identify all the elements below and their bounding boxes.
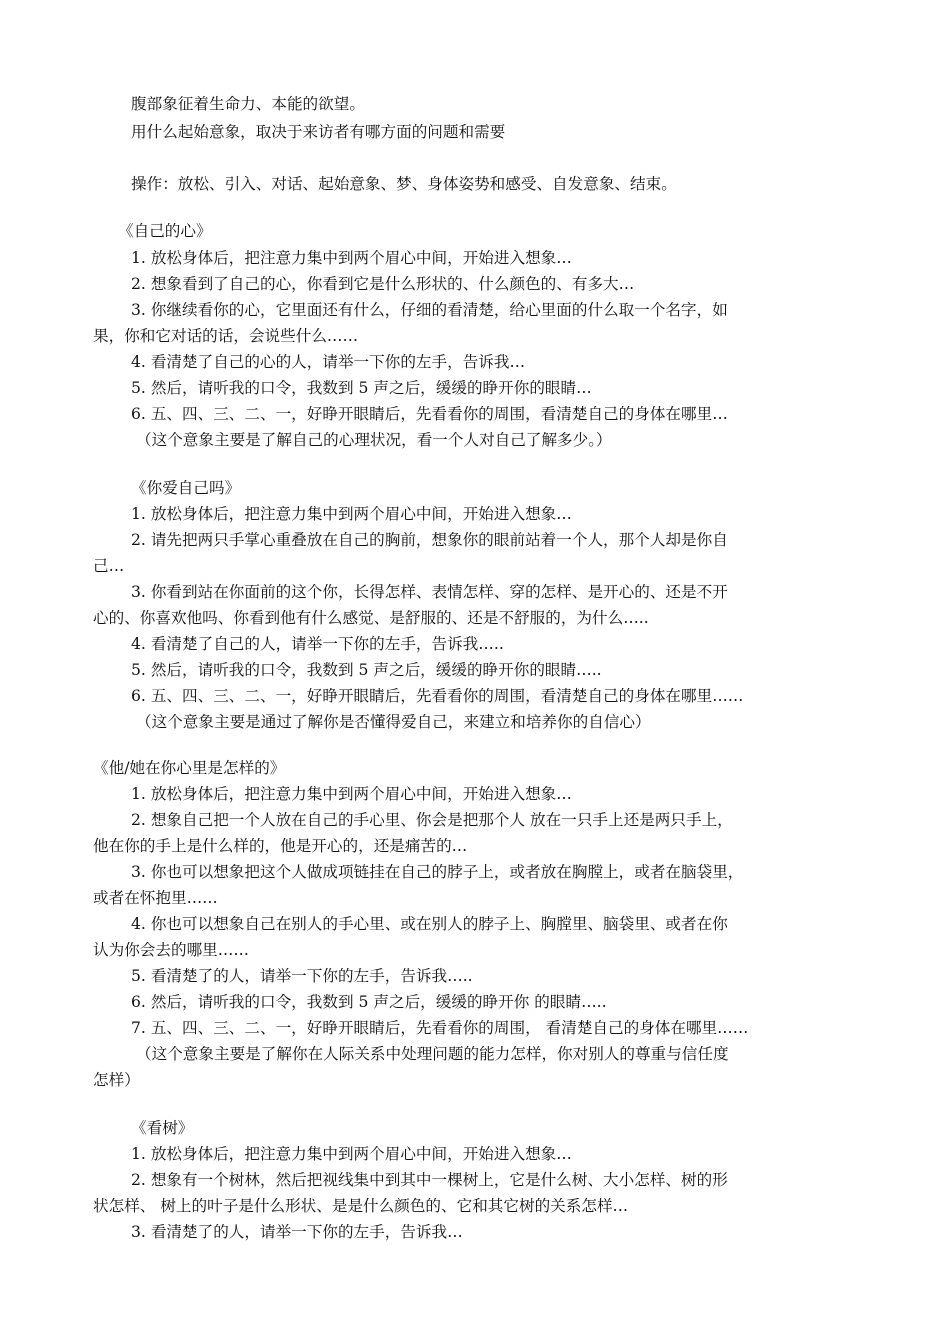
- step-text-continued: 己…: [93, 557, 125, 575]
- step-text-continued: 他在你的手上是什么样的，他是开心的，还是痛苦的…: [93, 837, 468, 855]
- step-text: 4. 看清楚了自己的人，请举一下你的左手，告诉我…..: [131, 635, 504, 653]
- section-title-own-heart: 《自己的心》: [118, 222, 212, 240]
- step-text-continued: 或者在怀抱里……: [93, 889, 218, 907]
- section-note: （这个意象主要是了解你在人际关系中处理问题的能力怎样，你对别人的尊重与信任度: [136, 1045, 729, 1063]
- step-text: 6. 五、四、三、二、一，好睁开眼睛后，先看看你的周围，看清楚自己的身体在哪里…: [131, 405, 728, 423]
- step-text: 3. 你继续看你的心，它里面还有什么，仔细的看清楚，给心里面的什么取一个名字，如: [131, 301, 728, 319]
- step-text: 5. 看清楚了的人，请举一下你的左手，告诉我…..: [131, 967, 473, 985]
- step-text-continued: 果，你和它对话的话，会说些什么……: [93, 327, 359, 345]
- intro-line-2: 用什么起始意象，取决于来访者有哪方面的问题和需要: [131, 123, 506, 141]
- section-note-continued: 怎样）: [93, 1071, 140, 1089]
- step-text: 6. 然后，请听我的口令，我数到 5 声之后，缓缓的睁开你 的眼睛…..: [131, 993, 607, 1011]
- step-text: 2. 想象自己把一个人放在自己的手心里、你会是把那个人 放在一只手上还是两只手上，: [131, 811, 733, 829]
- step-text: 1. 放松身体后，把注意力集中到两个眉心中间，开始进入想象…: [131, 785, 572, 803]
- intro-line-1: 腹部象征着生命力、本能的欲望。: [131, 95, 365, 113]
- step-text-continued: 状怎样、 树上的叶子是什么形状、是是什么颜色的、它和其它树的关系怎样…: [93, 1197, 629, 1215]
- step-text-continued: 心的、你喜欢他吗、你看到他有什么感觉、是舒服的、还是不舒服的，为什么…..: [93, 609, 649, 627]
- step-text: 4. 你也可以想象自己在别人的手心里、或在别人的脖子上、胸膛里、脑袋里、或者在你: [131, 915, 728, 933]
- step-text: 3. 你也可以想象把这个人做成项链挂在自己的脖子上，或者放在胸膛上，或者在脑袋里，: [131, 863, 744, 881]
- section-title-in-your-heart: 《他/她在你心里是怎样的》: [93, 759, 286, 777]
- step-text: 3. 看清楚了的人，请举一下你的左手，告诉我…: [131, 1223, 463, 1241]
- step-text: 4. 看清楚了自己的心的人，请举一下你的左手，告诉我…: [131, 353, 526, 371]
- section-note: （这个意象主要是通过了解你是否懂得爱自己，来建立和培养你的自信心）: [136, 713, 651, 731]
- step-text: 1. 放松身体后，把注意力集中到两个眉心中间，开始进入想象…: [131, 249, 572, 267]
- step-text-continued: 认为你会去的哪里……: [93, 941, 249, 959]
- step-text: 5. 然后，请听我的口令，我数到 5 声之后，缓缓的睁开你的眼睛…..: [131, 661, 602, 679]
- section-note: （这个意象主要是了解自己的心理状况，看一个人对自己了解多少。）: [136, 431, 612, 449]
- step-text: 2. 想象有一个树林，然后把视线集中到其中一棵树上，它是什么树、大小怎样、树的形: [131, 1171, 728, 1189]
- step-text: 5. 然后，请听我的口令，我数到 5 声之后，缓缓的睁开你的眼睛…: [131, 379, 592, 397]
- step-text: 6. 五、四、三、二、一，好睁开眼睛后，先看看你的周围，看清楚自己的身体在哪里……: [131, 687, 744, 705]
- operation-line: 操作：放松、引入、对话、起始意象、梦、身体姿势和感受、自发意象、结束。: [131, 175, 677, 193]
- step-text: 1. 放松身体后，把注意力集中到两个眉心中间，开始进入想象…: [131, 1145, 572, 1163]
- section-title-love-yourself: 《你爱自己吗》: [131, 479, 241, 497]
- step-text: 2. 请先把两只手掌心重叠放在自己的胸前，想象你的眼前站着一个人，那个人却是你自: [131, 531, 728, 549]
- step-text: 7. 五、四、三、二、一，好睁开眼睛后，先看看你的周围， 看清楚自己的身体在哪里……: [131, 1019, 749, 1037]
- step-text: 3. 你看到站在你面前的这个你，长得怎样、表情怎样、穿的怎样、是开心的、还是不开: [131, 583, 728, 601]
- step-text: 2. 想象看到了自己的心，你看到它是什么形状的、什么颜色的、有多大…: [131, 275, 635, 293]
- step-text: 1. 放松身体后，把注意力集中到两个眉心中间，开始进入想象…: [131, 505, 572, 523]
- section-title-look-at-tree: 《看树》: [131, 1119, 194, 1137]
